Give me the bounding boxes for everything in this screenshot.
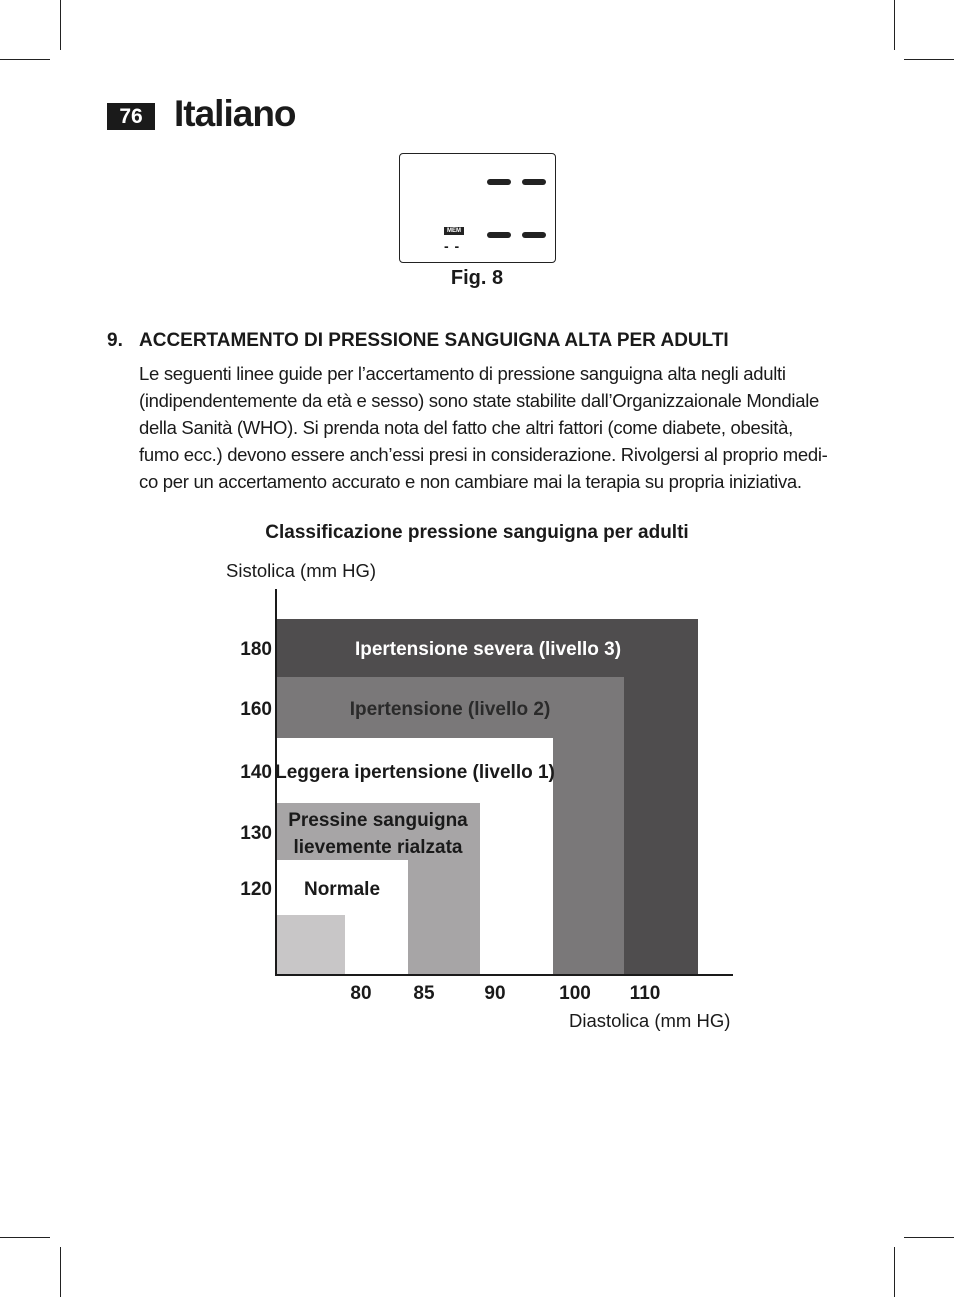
lcd-double-dash: - -	[444, 238, 461, 254]
mem-indicator: MEM	[444, 227, 464, 235]
y-tick-label: 140	[240, 762, 272, 783]
zone-label: Ipertensione (livello 2)	[349, 699, 551, 720]
zone-label: Ipertensione severa (livello 3)	[354, 639, 622, 660]
chart-title: Classificazione pressione sanguigna per adulti	[265, 522, 689, 543]
section-number: 9.	[107, 330, 123, 351]
y-tick-label: 180	[240, 639, 272, 660]
x-axis-label: Diastolica (mm HG)	[569, 1010, 731, 1031]
y-tick-label: 130	[240, 823, 272, 844]
x-tick-label: 110	[629, 983, 661, 1004]
zone-label: Leggera ipertensione (livello 1)	[275, 762, 555, 783]
page-number: 76	[107, 103, 155, 130]
section-title: ACCERTAMENTO DI PRESSIONE SANGUIGNA ALTA PER ADULTI	[139, 330, 729, 351]
x-tick-label: 85	[413, 983, 435, 1004]
y-axis-label: Sistolica (mm HG)	[226, 560, 377, 581]
zone-label: Normale	[303, 879, 381, 900]
zone-area	[276, 915, 345, 975]
figure-caption: Fig. 8	[450, 267, 504, 289]
section-body: Le seguenti linee guide per l’accertamento di pressione sanguigna alta negli adulti (indipendentemente da età e sesso) sono state stabilite dall’Organizzaionale Mondiale della Sanità (WHO). Si prenda nota del fatto che altri fattori (come diabete, obesità, fumo ecc.) devono essere anch’essi presi in considerazione. Rivolgersi al proprio medi- co per un accertamento accurato e non cambiare mai la terapia su propria iniziativa.	[139, 363, 828, 492]
x-tick-label: 100	[559, 983, 591, 1004]
x-tick-label: 90	[484, 983, 506, 1004]
x-tick-label: 80	[350, 983, 372, 1004]
y-tick-label: 120	[240, 879, 272, 900]
y-tick-label: 160	[240, 699, 272, 720]
language-heading: Italiano	[174, 93, 296, 134]
zone-label: Pressine sanguigna lievemente rialzata	[288, 810, 468, 858]
